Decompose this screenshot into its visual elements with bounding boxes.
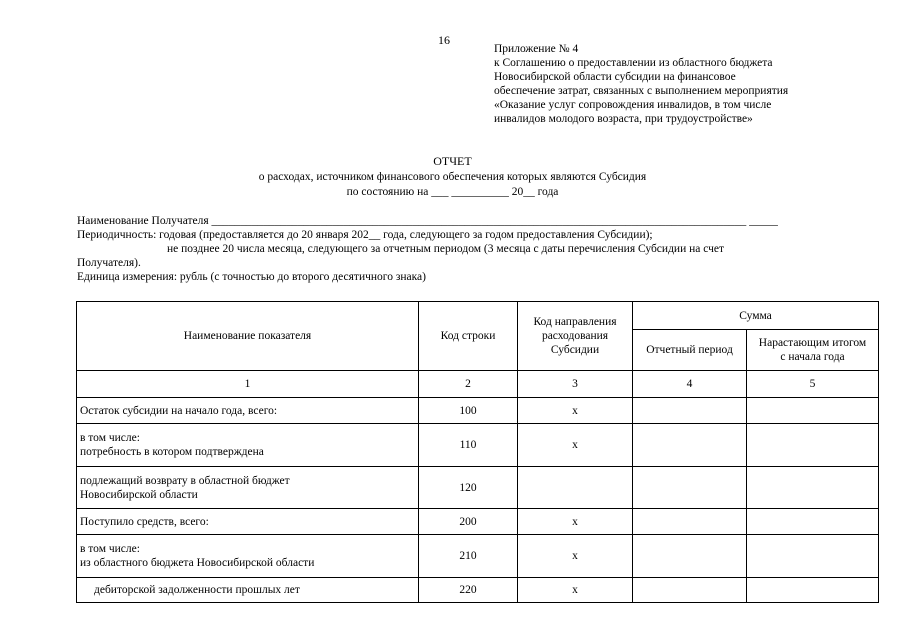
report-title: ОТЧЕТ: [433, 154, 472, 168]
header-line-code: Код строки: [419, 302, 518, 371]
row-label: дебиторской задолженности прошлых лет: [77, 578, 419, 603]
row-label: [77, 467, 419, 509]
column-number: 3: [518, 371, 633, 398]
row-cumulative-value: [747, 398, 879, 424]
row-cumulative-value: [747, 509, 879, 535]
row-direction: x: [518, 398, 633, 424]
recipient-line: Наименование Получателя _____________________________________________________________________________________________ _____: [77, 215, 778, 227]
page-number: 16: [438, 33, 450, 47]
periodicity-continuation: не позднее 20 числа месяца, следующего за отчетным периодом (3 месяца с даты перечисления Субсидии на счет: [167, 243, 725, 255]
header-direction-code: [518, 302, 633, 371]
header-reporting-period: Отчетный период: [633, 330, 747, 371]
table-row: [77, 509, 879, 535]
report-meta: [77, 214, 847, 284]
table-header-row: [77, 302, 879, 330]
column-number: 2: [419, 371, 518, 398]
header-cumulative: [747, 330, 879, 371]
row-label: Остаток субсидии на начало года, всего:: [77, 398, 419, 424]
row-direction: x: [518, 578, 633, 603]
row-label: [77, 535, 419, 578]
row-reporting-value: [633, 467, 747, 509]
row-label-line: подлежащий возврату в областной бюджет: [80, 474, 290, 487]
row-direction: [518, 467, 633, 509]
row-direction: x: [518, 535, 633, 578]
table-row: [77, 467, 879, 509]
column-number: 1: [77, 371, 419, 398]
row-direction: x: [518, 424, 633, 467]
appendix-line: «Оказание услуг сопровождения инвалидов, в том числе: [494, 99, 772, 111]
row-reporting-value: [633, 398, 747, 424]
header-direction-line: Субсидии: [550, 344, 600, 356]
row-label-line: Новосибирской области: [80, 488, 198, 501]
row-code: 110: [419, 424, 518, 467]
column-number-row: [77, 371, 879, 398]
row-direction: x: [518, 509, 633, 535]
row-cumulative-value: [747, 467, 879, 509]
row-reporting-value: [633, 578, 747, 603]
appendix-line: Приложение № 4: [494, 43, 579, 55]
appendix-block: [494, 42, 854, 126]
row-reporting-value: [633, 424, 747, 467]
report-table: [76, 301, 879, 603]
row-code: 100: [419, 398, 518, 424]
row-code: 210: [419, 535, 518, 578]
row-code: 220: [419, 578, 518, 603]
row-label: Поступило средств, всего:: [77, 509, 419, 535]
table-row: [77, 578, 879, 603]
unit-line: Единица измерения: рубль (с точностью до второго десятичного знака): [77, 271, 426, 283]
appendix-line: инвалидов молодого возраста, при трудоустройстве»: [494, 113, 753, 125]
row-reporting-value: [633, 509, 747, 535]
report-date-line: по состоянию на ___ __________ 20__ года: [346, 186, 559, 198]
column-number: 5: [747, 371, 879, 398]
appendix-line: к Соглашению о предоставлении из областного бюджета: [494, 57, 773, 69]
row-code: 120: [419, 467, 518, 509]
header-cumulative-line: с начала года: [780, 351, 845, 363]
header-indicator-name: Наименование показателя: [77, 302, 419, 371]
column-number: 4: [633, 371, 747, 398]
header-cumulative-line: Нарастающим итогом: [758, 337, 867, 349]
header-sum: Сумма: [633, 302, 879, 330]
table-row: [77, 535, 879, 578]
header-direction-line: Код направления: [533, 316, 617, 328]
appendix-line: Новосибирской области субсидии на финансовое: [494, 71, 736, 83]
table-row: [77, 398, 879, 424]
periodicity-tail: Получателя).: [77, 257, 141, 269]
row-cumulative-value: [747, 535, 879, 578]
row-label-line: в том числе:: [80, 543, 140, 555]
row-cumulative-value: [747, 578, 879, 603]
row-label: [77, 424, 419, 467]
periodicity-line: Периодичность: годовая (предоставляется до 20 января 202__ года, следующего за годом предоставления Субсидии);: [77, 229, 653, 241]
row-label-line: из областного бюджета Новосибирской области: [80, 557, 315, 569]
row-label-line: потребность в котором подтверждена: [80, 446, 264, 458]
table-row: [77, 424, 879, 467]
header-direction-line: расходования: [541, 330, 609, 342]
appendix-line: обеспечение затрат, связанных с выполнением мероприятия: [494, 85, 789, 97]
row-reporting-value: [633, 535, 747, 578]
report-subtitle: о расходах, источником финансового обеспечения которых являются Субсидия: [258, 171, 647, 183]
row-cumulative-value: [747, 424, 879, 467]
row-code: 200: [419, 509, 518, 535]
row-label-line: в том числе:: [80, 432, 140, 444]
